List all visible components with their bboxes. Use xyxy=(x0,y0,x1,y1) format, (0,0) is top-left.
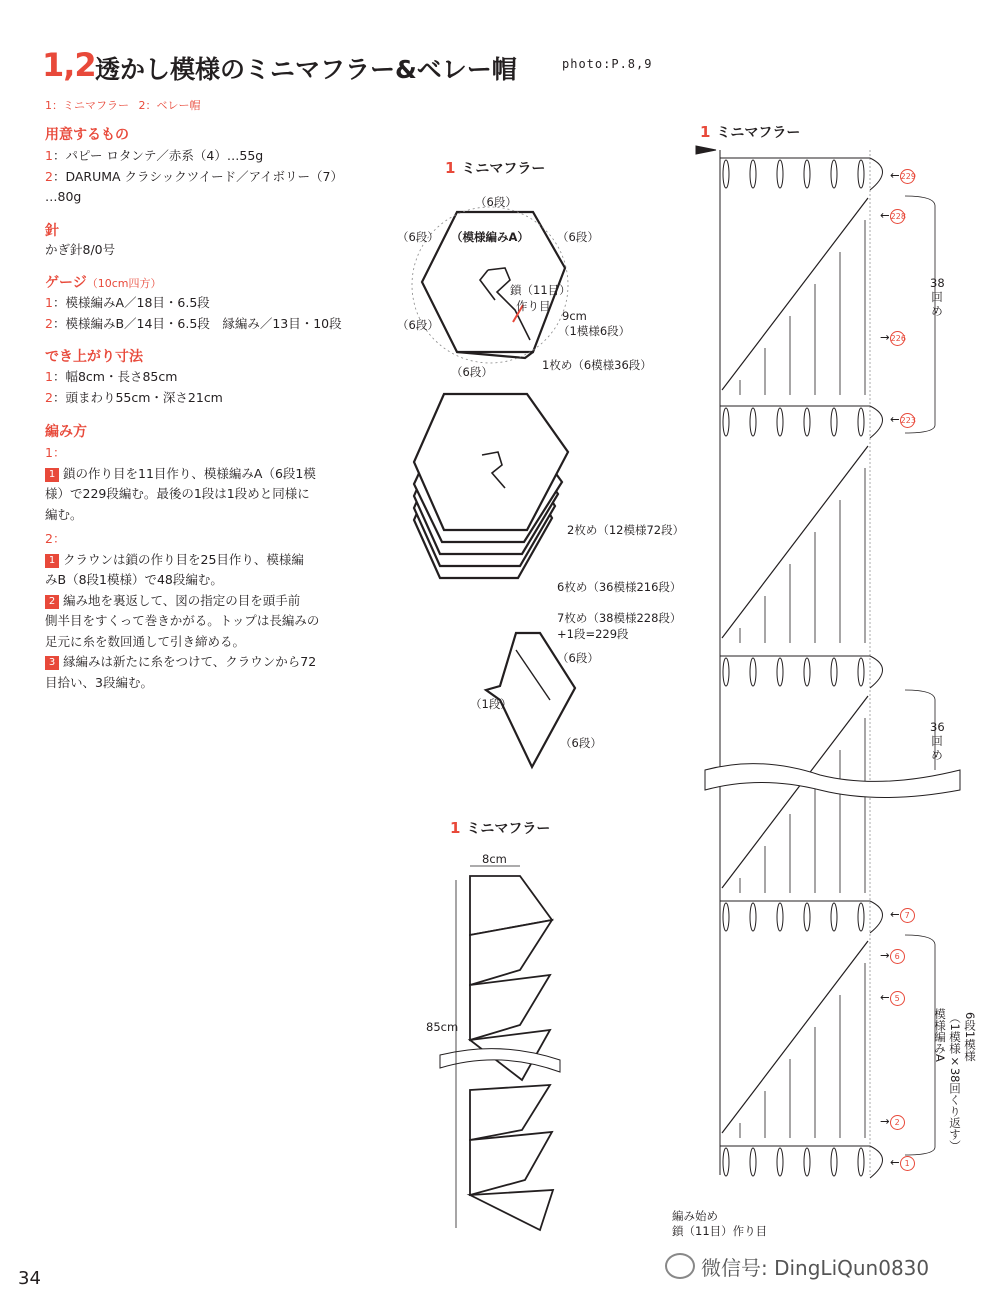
scarf-width: 8cm xyxy=(482,852,507,866)
gauge-line: ：模様編みB／14目・6.5段 縁編み／13目・10段 xyxy=(52,315,342,331)
start-foundation: 鎖（11目）作り目 xyxy=(672,1224,768,1238)
needle-text: かぎ針8/0号 xyxy=(45,242,116,257)
chart-stitch xyxy=(831,658,837,686)
method-line: 目拾い、3段編む。 xyxy=(45,674,153,690)
scarf-length: 85cm xyxy=(426,1020,459,1034)
label-sheet6: 6枚め（36模様216段） xyxy=(557,580,682,594)
method-line: 編み地を裏返して、図の指定の目を頭手前 xyxy=(63,592,301,608)
chart-stitch xyxy=(831,903,837,931)
rows-count: 38 xyxy=(930,276,945,290)
item-number: 2 xyxy=(138,99,146,112)
label-sheet1: 1枚め（6模様36段） xyxy=(542,358,652,372)
chart-stitch xyxy=(858,408,864,436)
row-marker-2: → 2 xyxy=(880,1114,905,1130)
line-number: 2 xyxy=(45,168,53,184)
title-text: ミニマフラー xyxy=(466,821,551,837)
rows-word: 回 xyxy=(931,290,943,304)
gauge-line: ：模様編みA／18目・6.5段 xyxy=(52,295,210,310)
row-number: 226 xyxy=(890,331,905,346)
chart-stitch xyxy=(804,160,810,188)
method-line: 縁編みは新たに糸をつけて、クラウンから72 xyxy=(63,654,317,669)
chart-diagonal xyxy=(722,941,868,1133)
needle-heading: 針 xyxy=(45,223,59,239)
rows-word: 回 xyxy=(931,734,943,748)
title-text: ミニマフラー xyxy=(461,161,546,177)
gauge-subtitle: （10cm四方） xyxy=(86,277,162,290)
chart-stitch xyxy=(750,408,756,436)
chart-stitch xyxy=(831,160,837,188)
label-foundation: 作り目 xyxy=(516,299,551,313)
row-number: 6 xyxy=(890,949,905,964)
row-number: 228 xyxy=(890,209,905,224)
title-number: 1 xyxy=(450,819,461,837)
repeat-note: 6段1模様 xyxy=(963,1012,977,1062)
row-number: 5 xyxy=(890,991,905,1006)
part-label: 1： xyxy=(45,445,66,460)
chart-stitch xyxy=(858,658,864,686)
chart-diagonal xyxy=(722,198,868,390)
chart-stitch xyxy=(858,903,864,931)
material-line: ：DARUMA クラシックツイード／アイボリー（7） xyxy=(52,168,344,184)
label-pattern: （模様編みA） xyxy=(451,230,529,244)
chart-stitch xyxy=(723,658,729,686)
label-sheet2: 2枚め（12模様72段） xyxy=(567,523,685,537)
chart-stitch xyxy=(777,903,783,931)
chart-stitch xyxy=(831,1148,837,1176)
method-line: 側半目をすくって巻きかがる。トップは長編みの xyxy=(45,613,320,628)
row-marker-1: ← 1 xyxy=(890,1155,915,1171)
label-last-left: （1段） xyxy=(470,697,512,711)
chart-stitch xyxy=(777,160,783,188)
method-line: 足元に糸を数回通して引き締める。 xyxy=(45,633,246,649)
size-line: ：頭まわり55cm・深さ21cm xyxy=(52,389,223,405)
line-number: 1 xyxy=(45,148,53,163)
size-line: ：幅8cm・長さ85cm xyxy=(52,369,178,384)
chart-stitch xyxy=(804,903,810,931)
item-number: 1 xyxy=(45,99,52,112)
repeat-note: （1模様×38回くり返す） xyxy=(948,1012,962,1152)
row-number: 229 xyxy=(900,169,915,184)
material-line: …80g xyxy=(45,189,82,204)
step-badge: 1 xyxy=(45,554,59,568)
method-line: 様）で229段編む。最後の1段は1段めと同様に xyxy=(45,486,310,501)
row-marker-6: → 6 xyxy=(880,948,905,964)
rows-word: め xyxy=(931,304,943,318)
row-marker-7: ← 7 xyxy=(890,907,915,923)
row-number: 223 xyxy=(900,413,915,428)
title-text: ミニマフラー xyxy=(716,125,801,141)
chart-break xyxy=(705,764,960,798)
row-marker-226: →226 xyxy=(880,330,906,344)
row-marker-223: ←223 xyxy=(890,412,916,426)
rows-38-label xyxy=(930,276,944,318)
label-chain: 鎖（11目） xyxy=(510,283,571,297)
label-width: 9cm xyxy=(562,309,587,323)
chart-stitch xyxy=(750,658,756,686)
chart-stitch xyxy=(858,160,864,188)
label-left-up: （6段） xyxy=(397,230,439,244)
stacked-hexagons xyxy=(414,394,568,578)
chart-stitch xyxy=(723,160,729,188)
gauge-title: ゲージ xyxy=(45,275,87,291)
chart-stitch xyxy=(831,408,837,436)
label-total-rows: +1段=229段 xyxy=(557,627,629,641)
chart-stitch xyxy=(858,1148,864,1176)
chart-stitch xyxy=(750,903,756,931)
row-marker-229: ←229 xyxy=(890,168,916,182)
method-line: みB（8段1模様）で48段編む。 xyxy=(45,572,223,587)
chart-stitch xyxy=(777,658,783,686)
crochet-chart xyxy=(696,146,870,1175)
label-repeat: （1模様6段） xyxy=(558,324,631,338)
chart-stitch xyxy=(804,1148,810,1176)
chart-turning-arc xyxy=(870,901,883,933)
method-heading: 編み方 xyxy=(45,424,87,440)
rows-word: め xyxy=(931,748,943,762)
chart-stitch xyxy=(804,658,810,686)
label-last-top: （6段） xyxy=(557,651,599,665)
label-left-low: （6段） xyxy=(397,318,439,332)
photo-reference: photo:P.8,9 xyxy=(562,57,653,71)
chart-title xyxy=(700,122,800,142)
chart-stitch xyxy=(777,1148,783,1176)
part-label: 2： xyxy=(45,531,66,546)
chart-stitch xyxy=(750,1148,756,1176)
chart-rows xyxy=(720,158,883,1178)
line-number: 2 xyxy=(45,389,53,405)
title-number: 1,2 xyxy=(42,46,96,84)
chart-stitch xyxy=(723,903,729,931)
line-number: 1 xyxy=(45,369,53,384)
line-number: 2 xyxy=(45,315,53,331)
row-marker-5: ← 5 xyxy=(880,990,905,1006)
page-number: 34 xyxy=(18,1268,41,1289)
diagram1-title xyxy=(445,158,545,178)
chart-stitch xyxy=(804,408,810,436)
item-label: ：ミニマフラー xyxy=(52,99,129,112)
method-line: 編む。 xyxy=(45,506,83,522)
rows-count: 36 xyxy=(930,720,945,734)
chart-turning-arc xyxy=(870,158,883,190)
chart-turning-arc xyxy=(870,406,883,438)
step-badge: 2 xyxy=(45,595,59,609)
chart-stitch xyxy=(723,408,729,436)
label-sheet7: 7枚め（38模様228段） xyxy=(557,611,682,625)
chart-diagonal xyxy=(722,446,868,638)
wechat-watermark xyxy=(665,1252,929,1281)
line-number: 1 xyxy=(45,295,53,310)
row-marker-228: ←228 xyxy=(880,208,906,222)
method-line: クラウンは鎖の作り目を25目作り、模様編 xyxy=(63,551,304,567)
chart-stitch xyxy=(723,1148,729,1176)
label-last-bottom: （6段） xyxy=(560,736,602,750)
method-line: 鎖の作り目を11目作り、模様編みA（6段1模 xyxy=(63,465,316,481)
row-number: 2 xyxy=(890,1115,905,1130)
chart-stitch xyxy=(777,408,783,436)
repeat-note: 模様編みA xyxy=(933,1008,947,1062)
chart-stitch xyxy=(750,160,756,188)
materials-heading: 用意するもの xyxy=(45,127,129,143)
title-number: 1 xyxy=(700,123,711,141)
item-label: ：ベレー帽 xyxy=(145,99,201,112)
scarf-break xyxy=(440,1049,560,1072)
start-label: 編み始め xyxy=(672,1209,718,1223)
rows-36-label xyxy=(930,720,944,762)
label-top: （6段） xyxy=(475,195,517,209)
step-badge: 1 xyxy=(45,468,59,482)
step-badge: 3 xyxy=(45,656,59,670)
row-number: 1 xyxy=(900,1156,915,1171)
wechat-id: 微信号: DingLiQun0830 xyxy=(701,1256,930,1280)
size-heading: でき上がり寸法 xyxy=(45,349,143,365)
chart-turning-arc xyxy=(870,656,883,688)
brackets xyxy=(905,196,935,1155)
row-number: 7 xyxy=(900,908,915,923)
wechat-icon xyxy=(665,1253,695,1279)
title-number: 1 xyxy=(445,159,456,177)
label-bottom: （6段） xyxy=(451,365,493,379)
page-title: 透かし模様のミニマフラー&ベレー帽 xyxy=(95,55,517,84)
chart-turning-arc xyxy=(870,1146,883,1178)
label-right-up: （6段） xyxy=(557,230,599,244)
diagram2-title xyxy=(450,818,550,838)
material-line: ：パピー ロタンテ／赤系（4）…55g xyxy=(52,148,264,163)
